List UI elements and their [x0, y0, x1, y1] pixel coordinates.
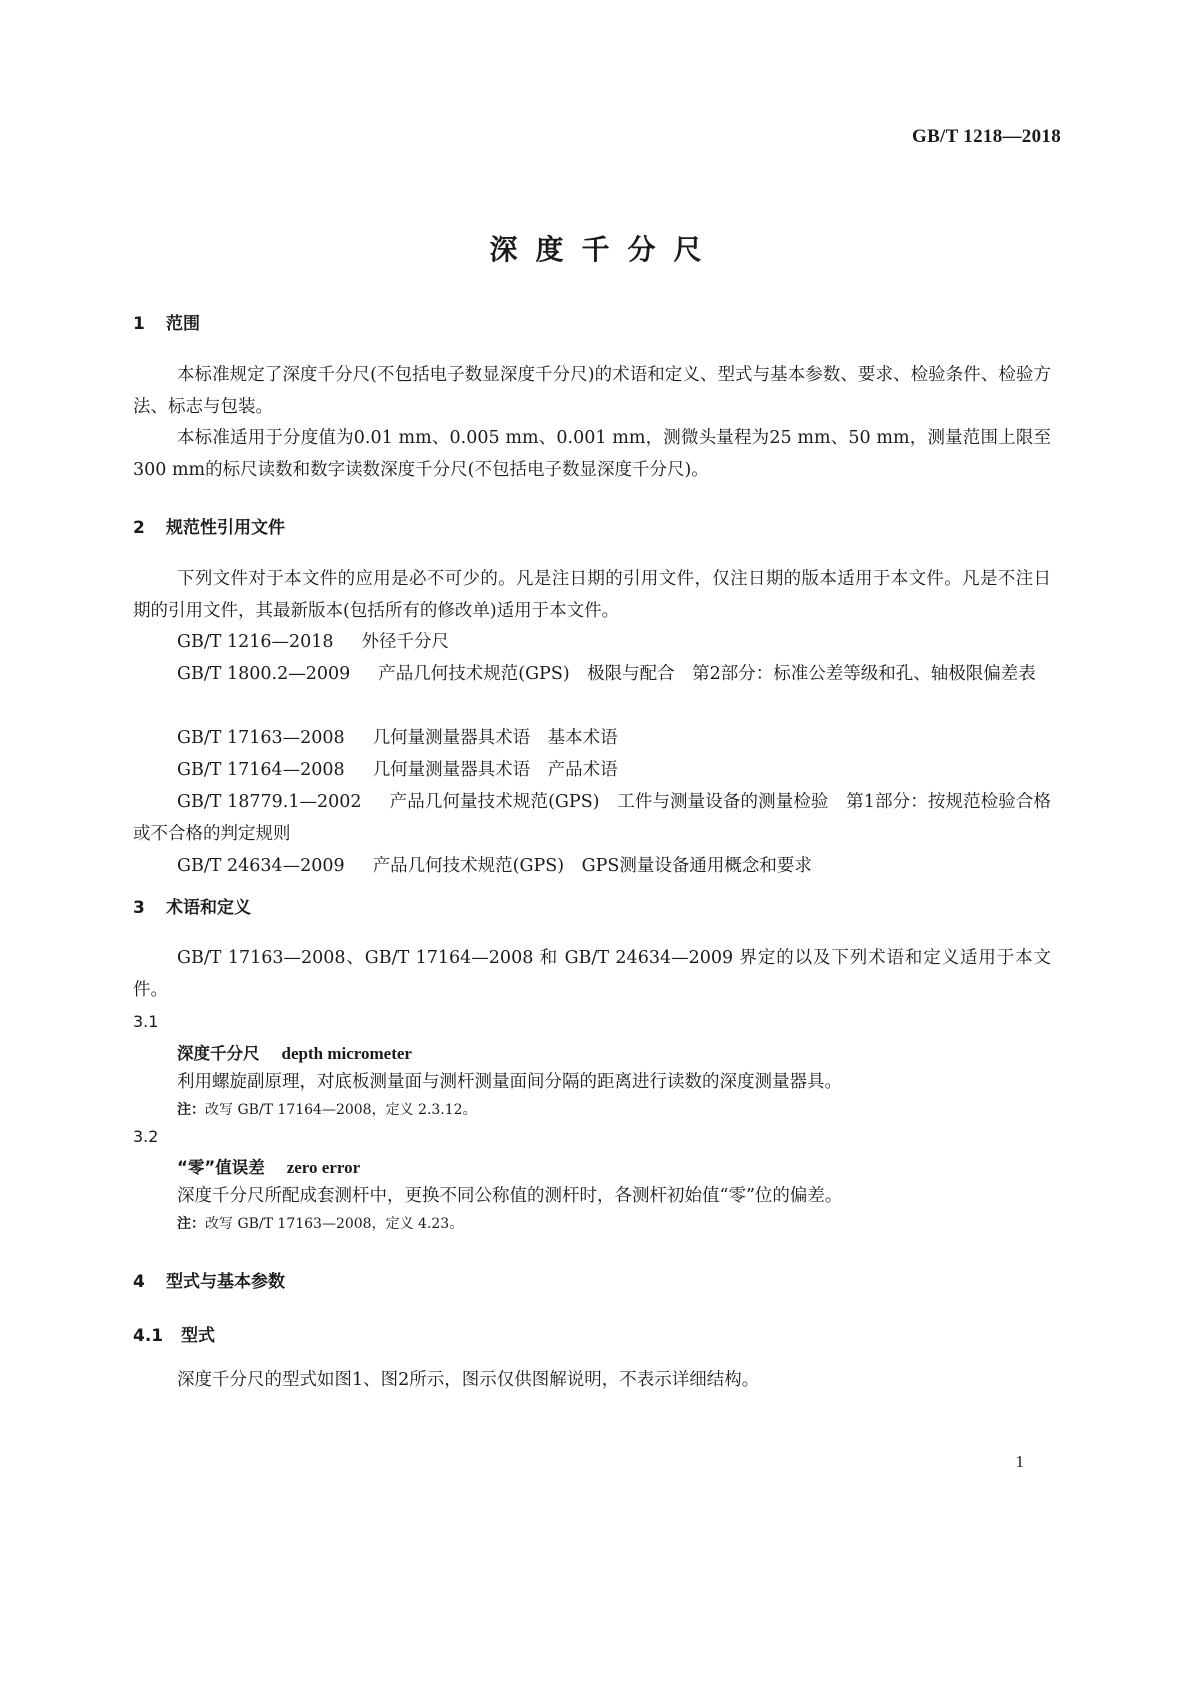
reference-code: GB/T 1216—2018: [177, 632, 334, 652]
term-name-zh: 深度千分尺: [177, 1044, 260, 1063]
reference-title: 几何量测量器具术语 产品术语: [372, 760, 618, 780]
section-title: 范围: [166, 314, 200, 334]
reference-code: GB/T 1800.2—2009: [177, 664, 351, 684]
subsection-4-1-heading: [133, 1321, 215, 1346]
note-label: 注：: [177, 1102, 205, 1118]
reference-title: 产品几何技术规范(GPS) 极限与配合 第2部分：标准公差等级和孔、轴极限偏差表: [378, 664, 1036, 684]
term-name-zh: “零”值误差: [177, 1158, 265, 1177]
term-number: 3.2: [133, 1127, 159, 1146]
reference-title: 产品几何技术规范(GPS) GPS测量设备通用概念和要求: [372, 856, 812, 876]
section-title: 术语和定义: [166, 898, 251, 918]
section-2-intro: 下列文件对于本文件的应用是必不可少的。凡是注日期的引用文件，仅注日期的版本适用于本文件。凡是不注日期的引用文件，其最新版本(包括所有的修改单)适用于本文件。: [133, 569, 1051, 621]
subsection-title: 型式: [181, 1326, 215, 1346]
section-number: 4: [133, 1272, 145, 1292]
term-name: [177, 1040, 412, 1064]
section-title: 型式与基本参数: [166, 1272, 285, 1292]
reference-item: [177, 850, 1051, 882]
reference-title: 产品几何量技术规范(GPS) 工件与测量设备的测量检验 第1部分：按规范检验合格或不合格的判定规则: [133, 792, 1052, 844]
section-3-intro: GB/T 17163—2008、GB/T 17164—2008 和 GB/T 24634—2009 界定的以及下列术语和定义适用于本文件。: [133, 948, 1051, 1000]
note-text: 改写 GB/T 17163—2008，定义 4.23。: [205, 1216, 464, 1232]
reference-title: 外径千分尺: [361, 632, 450, 652]
reference-code: GB/T 18779.1—2002: [177, 792, 362, 812]
standard-code: GB/T 1218—2018: [911, 126, 1061, 147]
term-name-en: depth micrometer: [281, 1044, 412, 1063]
section-number: 2: [133, 518, 145, 538]
reference-item: [177, 626, 1051, 658]
section-1-paragraph-1: 本标准规定了深度千分尺(不包括电子数显深度千分尺)的术语和定义、型式与基本参数、要求、检验条件、检验方法、标志与包装。: [133, 365, 1051, 417]
term-name-en: zero error: [286, 1158, 361, 1177]
section-title: 规范性引用文件: [166, 518, 285, 538]
term-note: [177, 1099, 477, 1119]
term-definition: 深度千分尺所配成套测杆中，更换不同公称值的测杆时，各测杆初始值“零”位的偏差。: [177, 1186, 843, 1206]
note-label: 注：: [177, 1216, 205, 1232]
reference-item: [177, 754, 1051, 786]
section-2-heading: [133, 513, 285, 538]
term-name: [177, 1154, 360, 1178]
document-title: 深度千分尺: [489, 233, 720, 266]
section-1-heading: [133, 309, 200, 334]
term-number: 3.1: [133, 1012, 159, 1031]
reference-item: [177, 722, 1051, 754]
note-text: 改写 GB/T 17164—2008，定义 2.3.12。: [205, 1102, 477, 1118]
section-4-paragraph: 深度千分尺的型式如图1、图2所示，图示仅供图解说明，不表示详细结构。: [177, 1370, 760, 1390]
reference-code: GB/T 17163—2008: [177, 728, 345, 748]
section-1-paragraph-2: 本标准适用于分度值为0.01 mm、0.005 mm、0.001 mm，测微头量程为25 mm、50 mm，测量范围上限至300 mm的标尺读数和数字读数深度千分尺(不包括电子数显深度千分尺)。: [133, 428, 1051, 480]
section-number: 1: [133, 314, 145, 334]
reference-item: [133, 786, 1051, 850]
reference-code: GB/T 24634—2009: [177, 856, 345, 876]
reference-title: 几何量测量器具术语 基本术语: [372, 728, 618, 748]
term-definition: 利用螺旋副原理，对底板测量面与测杆测量面间分隔的距离进行读数的深度测量器具。: [177, 1072, 842, 1092]
section-number: 3: [133, 898, 145, 918]
subsection-number: 4.1: [133, 1326, 164, 1346]
reference-item: [133, 658, 1051, 690]
reference-code: GB/T 17164—2008: [177, 760, 345, 780]
page-number: 1: [1015, 1452, 1024, 1471]
section-4-heading: [133, 1267, 285, 1292]
term-note: [177, 1213, 463, 1233]
section-3-heading: [133, 893, 251, 918]
